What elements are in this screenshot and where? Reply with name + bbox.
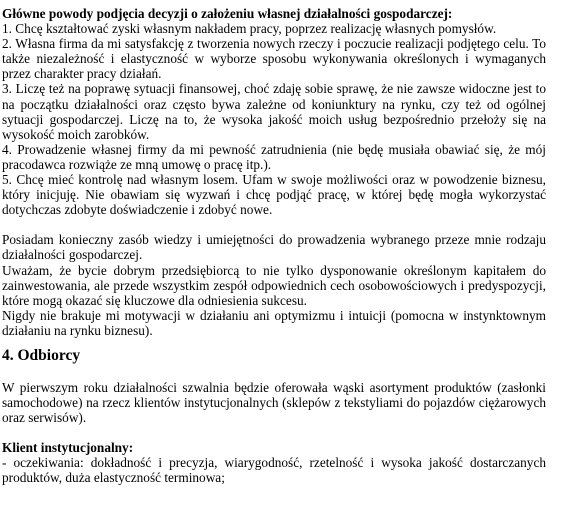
resources-paragraph-1: Posiadam konieczny zasób wiedzy i umiejętności do prowadzenia wybranego przeze mnie rodzaju działalności gospodarczej. xyxy=(2,232,546,263)
resources-paragraph-3: Nigdy nie brakuje mi motywacji w działaniu ani optymizmu i intuicji (pomocna w instynktownym działaniu na rynku biznesu). xyxy=(2,307,546,338)
reason-item-2: 2. Własna firma da mi satysfakcję z tworzenia nowych rzeczy i poczucie realizacji podjętego celu. To także niezależność i elastyczność w wyborze sposobu wykonywania określonych i wymaganych przez charakter pracy działań. xyxy=(2,36,546,82)
paragraph-gap xyxy=(2,217,546,232)
resources-paragraph-2: Uważam, że bycie dobrym przedsiębiorcą to nie tylko dysponowanie określonym kapitałem do zainwestowania, ale przede wszystkim zespół odpowiednich cech osobowościowych i predyspozycji, które mogą okazać się kluczowe dla odniesienia sukcesu. xyxy=(2,262,546,308)
client-heading: Klient instytucjonalny: xyxy=(2,440,134,456)
reason-item-5: 5. Chcę mieć kontrolę nad własnym losem. Ufam w swoje możliwości oraz w powodzenie biznesu, który inicjuję. Nie obawiam się wyzwań i chcę podjąć pracę, w której będę mogła wykorzystać dotychczas zdobyte doświadczenie i zdobyć nowe. xyxy=(2,172,546,218)
section-intro-paragraph: W pierwszym roku działalności szwalnia będzie oferowała wąski asortyment produktów (zasłonki samochodowe) na rzecz klientów instytucjonalnych (sklepów z tekstyliami do pojazdów ciężarowych oraz serwisów). xyxy=(2,379,546,426)
reason-item-3: 3. Liczę też na poprawę sytuacji finansowej, choć zdaję sobie sprawę, że nie zawsze widoczne jest to na początku działalności oraz często bywa zależne od koniunktury na rynku, czy też od ogólnej sytuacji gospodarczej. Liczę na to, że wysoka jakość moich usług bezpośrednio przełoży się na wysokość moich zarobków. xyxy=(2,81,546,142)
paragraph-gap xyxy=(2,425,546,440)
reason-item-4: 4. Prowadzenie własnej firmy da mi pewność zatrudnienia (nie będę musiała obawiać się, że mój pracodawca rozwiąże ze mną umowę o pracę itp.). xyxy=(2,141,546,172)
section-heading-odbiorcy: 4. Odbiorcy xyxy=(2,346,81,364)
reasons-heading: Główne powody podjęcia decyzji o założeniu własnej działalności gospodarczej: xyxy=(2,6,453,21)
reason-item-1: 1. Chcę kształtować zyski własnym nakładem pracy, poprzez realizację własnych pomysłów. xyxy=(2,21,497,37)
client-expectations-item: - oczekiwania: dokładność i precyzja, wiarygodność, rzetelność i wysoka jakość dostarczanych produktów, duża elastyczność terminowa; xyxy=(2,455,546,486)
